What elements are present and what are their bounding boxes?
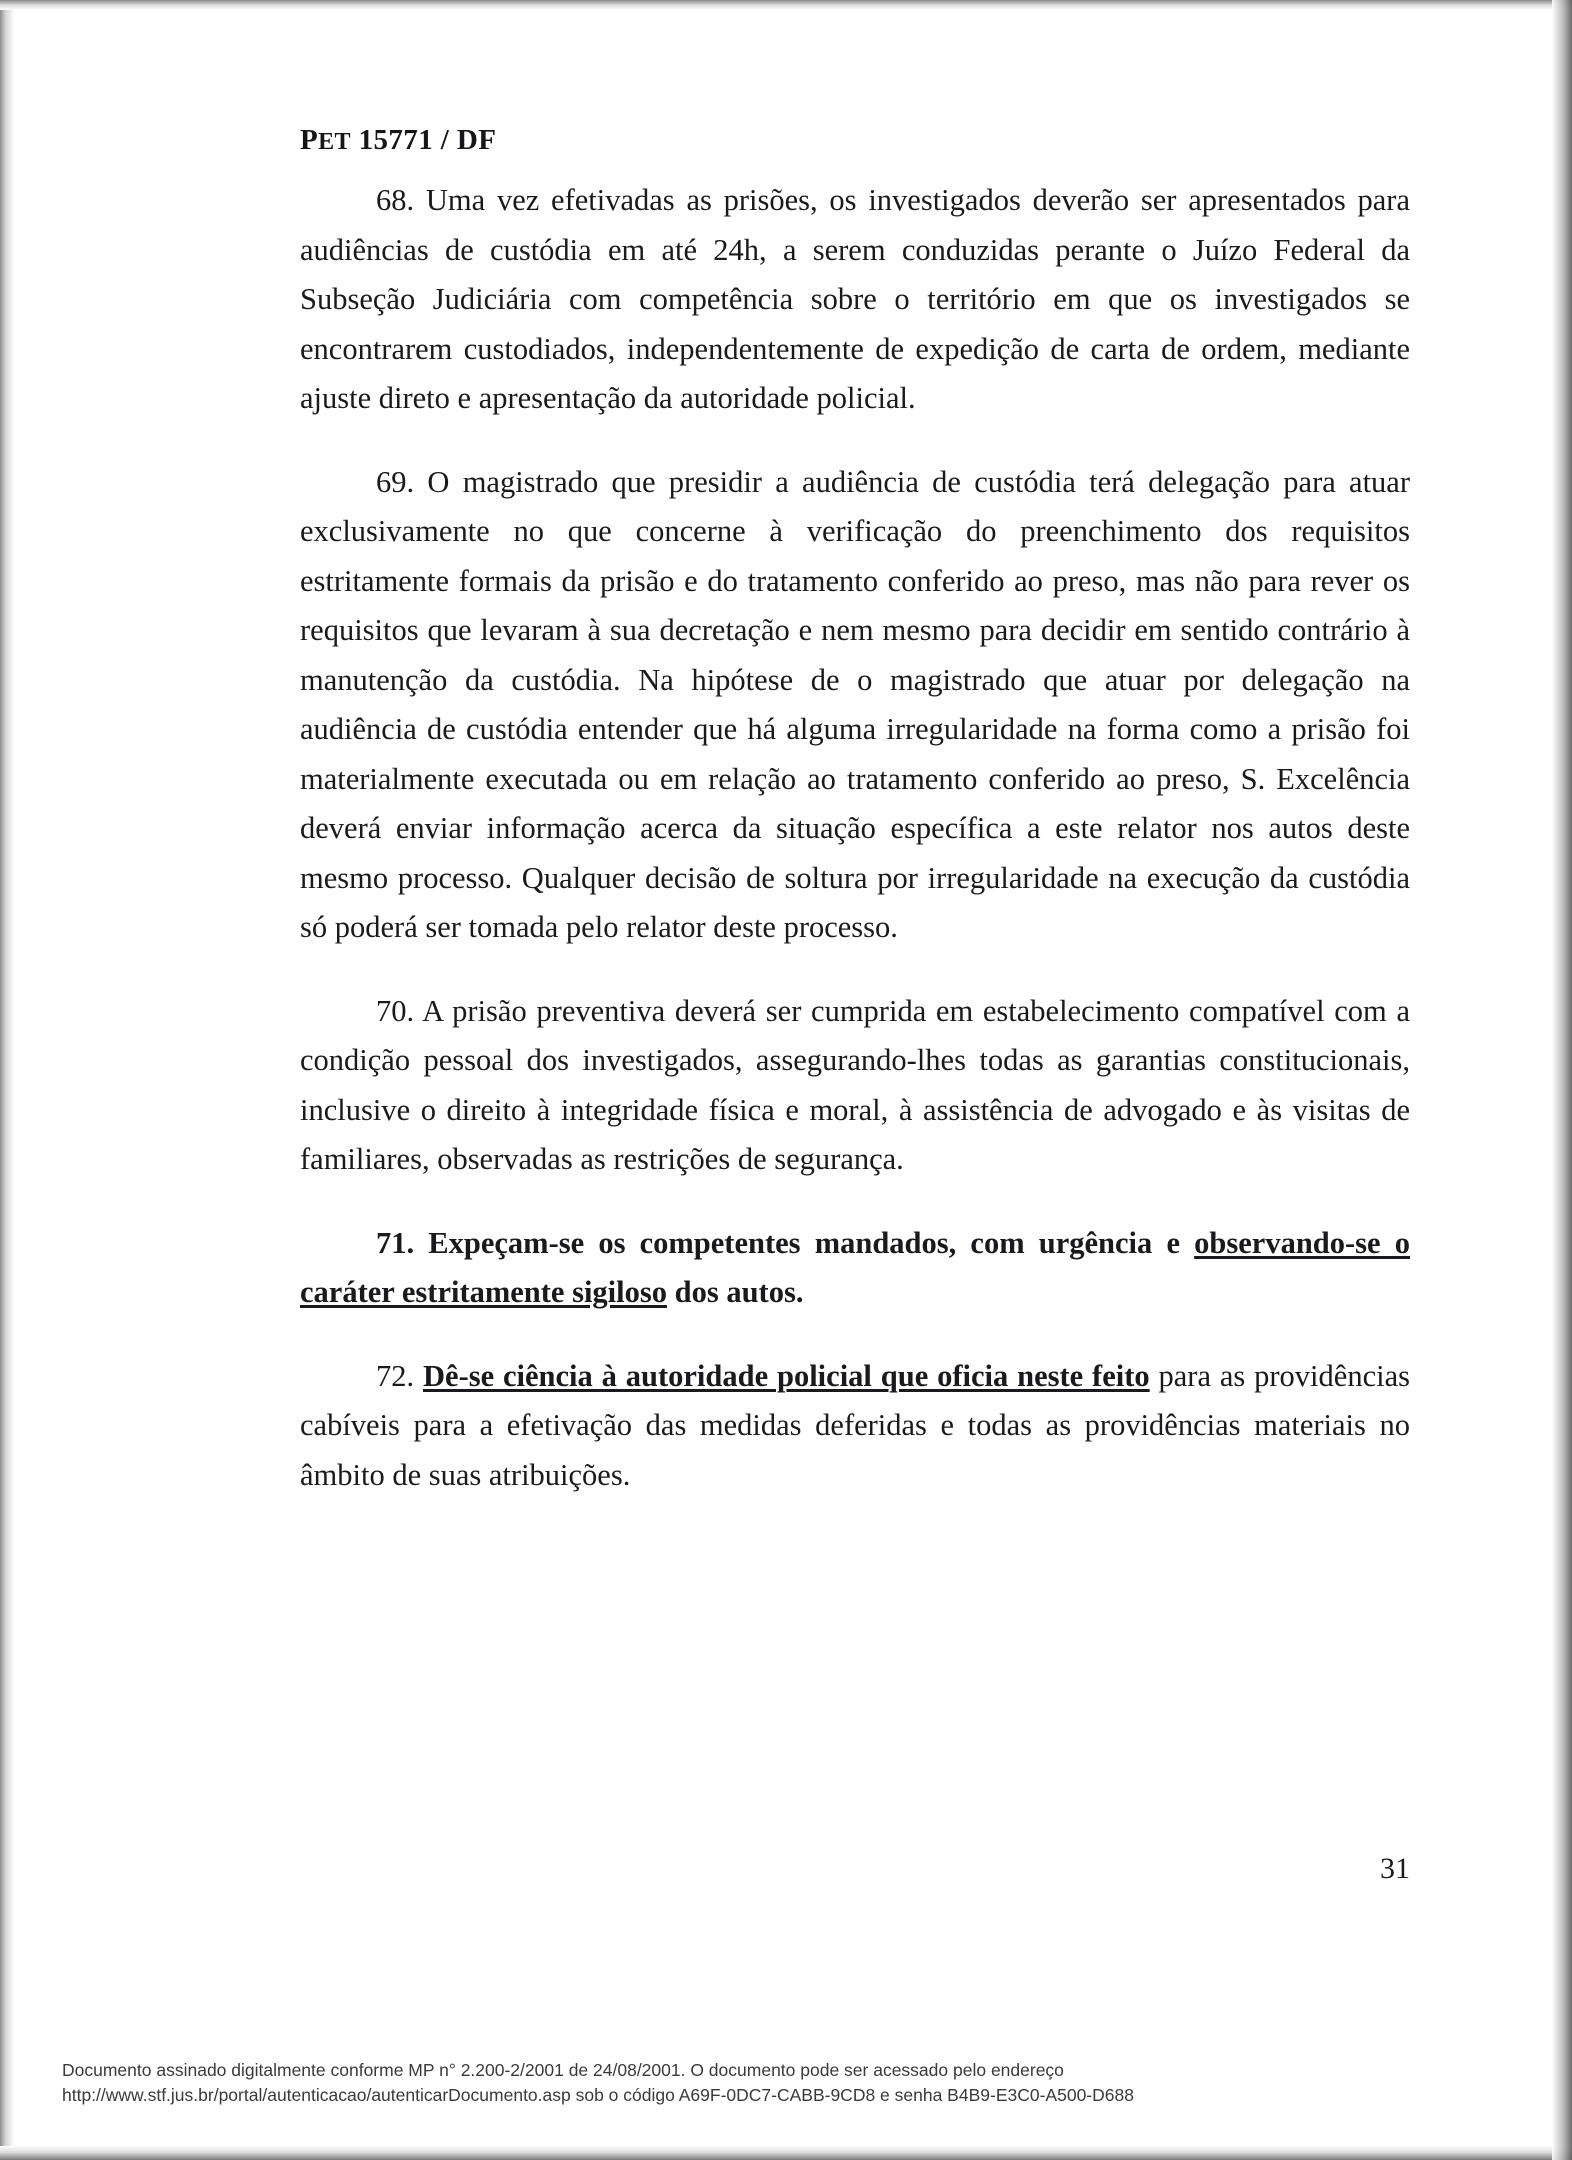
paragraph-68: 68. Uma vez efetivadas as prisões, os investigados deverão ser apresentados para audiências de custódia em até 24h, a serem conduzidas perante o Juízo Federal da Subseção Judiciária com competência sobre o território em que os investigados se encontrarem custodiados, independentemente de expedição de carta de ordem, mediante ajuste direto e apresentação da autoridade policial. bbox=[300, 183, 1410, 415]
footer-line-2: http://www.stf.jus.br/portal/autenticacao/autenticarDocumento.asp sob o código A69F-0DC7-CABB-9CD8 e senha B4B9-E3C0-A500-D688 bbox=[62, 2085, 1134, 2105]
scan-top-shadow bbox=[0, 0, 1572, 10]
scan-bottom-shadow bbox=[0, 2146, 1572, 2160]
paragraph-72-underlined: Dê-se ciência à autoridade policial que oficia neste feito bbox=[423, 1358, 1150, 1393]
footer-line-1: Documento assinado digitalmente conforme MP n° 2.200-2/2001 de 24/08/2001. O documento pode ser acessado pelo endereço bbox=[62, 2060, 1064, 2080]
authentication-footer bbox=[62, 2058, 1362, 2108]
paragraph-72 bbox=[300, 1352, 1410, 1501]
paragraph-69: 69. O magistrado que presidir a audiência de custódia terá delegação para atuar exclusivamente no que concerne à verificação do preenchimento dos requisitos estritamente formais da prisão e do tratamento conferido ao preso, mas não para rever os requisitos que levaram à sua decretação e nem mesmo para decidir em sentido contrário à manutenção da custódia. Na hipótese de o magistrado que atuar por delegação na audiência de custódia entender que há alguma irregularidade na forma como a prisão foi materialmente executada ou em relação ao tratamento conferido ao preso, S. Excelência deverá enviar informação acerca da situação específica a este relator nos autos deste mesmo processo. Qualquer decisão de soltura por irregularidade na execução da custódia só poderá ser tomada pelo relator deste processo. bbox=[300, 464, 1410, 944]
page-title-text: PET 15771 / DF bbox=[300, 124, 497, 156]
paragraph-72-lead: 72. bbox=[376, 1358, 423, 1393]
paragraph-70: 70. A prisão preventiva deverá ser cumprida em estabelecimento compatível com a condição pessoal dos investigados, assegurando-lhes todas as garantias constitucionais, inclusive o direito à integridade física e moral, à assistência de advogado e às visitas de familiares, observadas as restrições de segurança. bbox=[300, 993, 1410, 1176]
paragraph-71-tail: dos autos. bbox=[667, 1275, 804, 1309]
document-body bbox=[300, 176, 1410, 1500]
paragraph-71-underlined: observando-se o caráter estritamente sigiloso bbox=[300, 1225, 1410, 1309]
page-number: 31 bbox=[1380, 1852, 1410, 1885]
page-title bbox=[300, 124, 496, 157]
paragraph-72-tail: para as providências cabíveis para a efetivação das medidas deferidas e todas as providências materiais no âmbito de suas atribuições. bbox=[300, 1358, 1410, 1492]
paragraph-71-lead: 71. Expeçam-se os competentes mandados, com urgência e bbox=[376, 1225, 1195, 1260]
paragraph-71 bbox=[300, 1219, 1410, 1318]
